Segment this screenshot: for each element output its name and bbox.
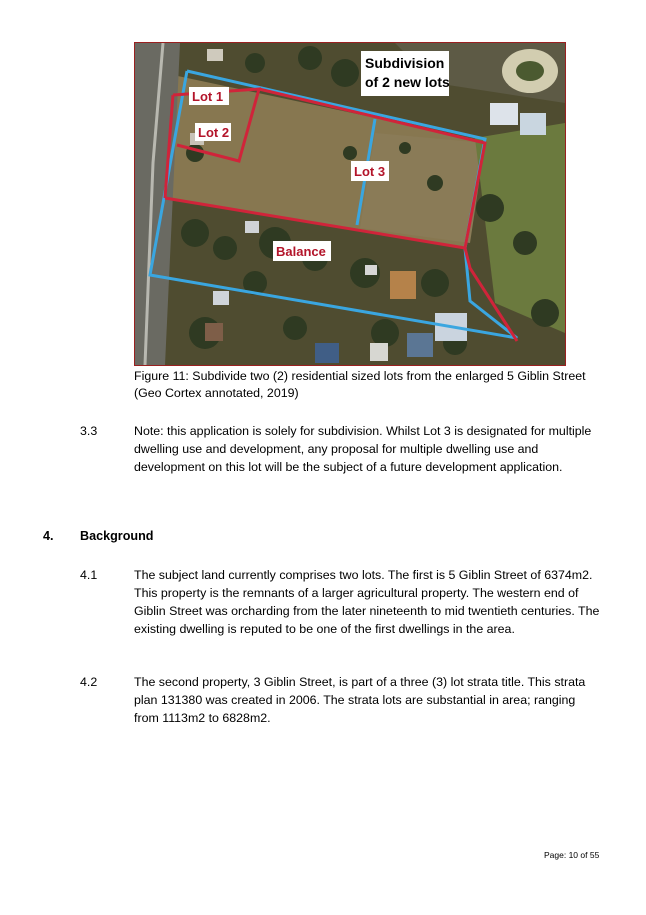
- lot2-label: Lot 2: [198, 125, 230, 140]
- page-number: Page: 10 of 55: [544, 850, 600, 860]
- aerial-map-svg: [135, 43, 565, 365]
- paragraph-text: The subject land currently comprises two lots. The first is 5 Giblin Street of 6374m2. This property is the remnants of a larger agricultural property. The western end of Giblin Street was orcharding from the later nineteenth to mid twentieth centuries. The existing dwelling is reputed to be one of the first dwellings in the area.: [134, 568, 600, 636]
- title-label-line2: of 2 new lots: [365, 74, 450, 90]
- heading-title: Background: [80, 529, 154, 543]
- caption-line-2: (Geo Cortex annotated, 2019): [134, 386, 299, 400]
- aerial-map-figure: [134, 42, 566, 366]
- title-label-line1: Subdivision: [365, 55, 445, 71]
- paragraph-text: Note: this application is solely for subdivision. Whilst Lot 3 is designated for multiple dwelling use and development, any proposal for multiple dwelling use and development on this lot will be the subject of a future development application.: [134, 424, 592, 474]
- paragraph-number: 4.1: [80, 568, 98, 582]
- paragraph-number: 4.2: [80, 675, 98, 689]
- balance-label: Balance: [276, 244, 326, 259]
- caption-line-1: Figure 11: Subdivide two (2) residential sized lots from the enlarged 5 Giblin Street: [134, 369, 586, 383]
- paragraph-text: The second property, 3 Giblin Street, is part of a three (3) lot strata title. This strata plan 131380 was created in 2006. The strata lots are substantial in area; ranging from 1113m2 to 6828m2.: [134, 675, 586, 725]
- lot3-label: Lot 3: [354, 164, 386, 179]
- heading-number: 4.: [43, 529, 54, 543]
- figure-caption: [134, 368, 614, 402]
- paragraph-number: 3.3: [80, 424, 98, 438]
- lot1-label: Lot 1: [192, 89, 224, 104]
